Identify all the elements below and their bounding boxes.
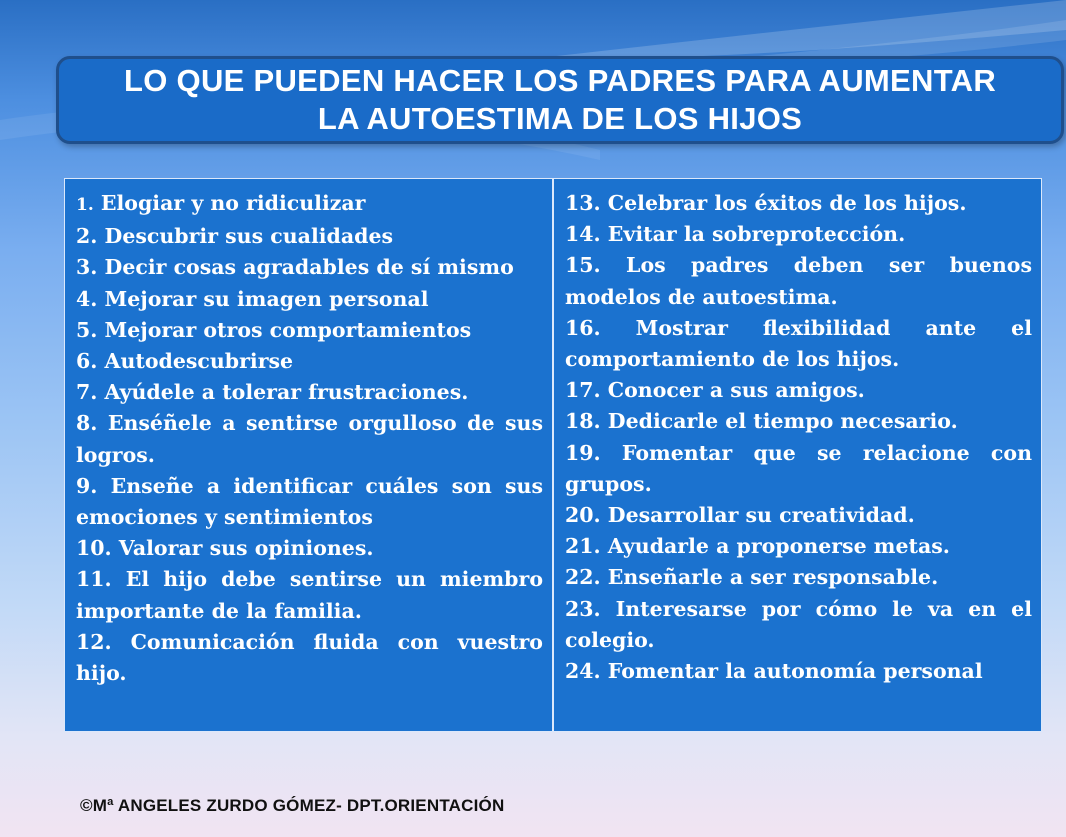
tip-item: 23. Interesarse por cómo le va en el colegio.: [565, 596, 1032, 652]
tip-item: 2. Descubrir sus cualidades: [76, 224, 394, 249]
tip-item: 12. Comunicación fluida con vuestro hijo.: [76, 629, 543, 686]
tip-item: 4. Mejorar su imagen personal: [76, 286, 429, 311]
tip-item: 16. Mostrar flexibilidad ante el comportamiento de los hijos.: [565, 315, 1032, 372]
tip-item: 22. Enseñarle a ser responsable.: [565, 565, 939, 590]
title-line-1: LO QUE PUEDEN HACER LOS PADRES PARA AUMENTAR: [123, 63, 997, 98]
tip-item: 6. Autodescubrirse: [76, 349, 294, 374]
tip-item: 14. Evitar la sobreprotección.: [565, 222, 906, 247]
tips-column-left: [65, 179, 554, 731]
tip-item: 20. Desarrollar su creatividad.: [565, 503, 915, 528]
tip-number: 1.: [76, 195, 94, 215]
tip-item: 10. Valorar sus opiniones.: [76, 536, 374, 561]
tip-item: 11. El hijo debe sentirse un miembro importante de la familia.: [76, 567, 543, 623]
tip-item: 17. Conocer a sus amigos.: [565, 378, 865, 403]
tip-item: 8. Enséñele a sentirse orgulloso de sus logros.: [76, 411, 543, 467]
title-line-2: LA AUTOESTIMA DE LOS HIJOS: [317, 101, 803, 136]
tip-item: 15. Los padres deben ser buenos modelos de autoestima.: [565, 253, 1032, 309]
tip-item: [76, 188, 543, 221]
tip-item: 9. Enseñe a identificar cuáles son sus emociones y sentimientos: [76, 473, 543, 530]
footer-credit: ©Mª ANGELES ZURDO GÓMEZ- DPT.ORIENTACIÓN: [80, 796, 505, 815]
tip-item: 19. Fomentar que se relacione con grupos.: [565, 440, 1032, 496]
tip-item: 21. Ayudarle a proponerse metas.: [565, 534, 950, 559]
tip-item: 18. Dedicarle el tiempo necesario.: [565, 409, 958, 434]
title-banner: [56, 56, 1064, 144]
tip-item: 7. Ayúdele a tolerar frustraciones.: [76, 380, 469, 405]
tips-column-right: [554, 179, 1041, 731]
tip-item: 24. Fomentar la autonomía personal: [565, 659, 983, 684]
tip-item: 5. Mejorar otros comportamientos: [76, 317, 472, 342]
tip-text: Elogiar y no ridiculizar: [100, 191, 366, 215]
tip-item: 13. Celebrar los éxitos de los hijos.: [565, 191, 967, 215]
tips-table: [64, 178, 1042, 732]
tip-item: 3. Decir cosas agradables de sí mismo: [76, 255, 514, 280]
